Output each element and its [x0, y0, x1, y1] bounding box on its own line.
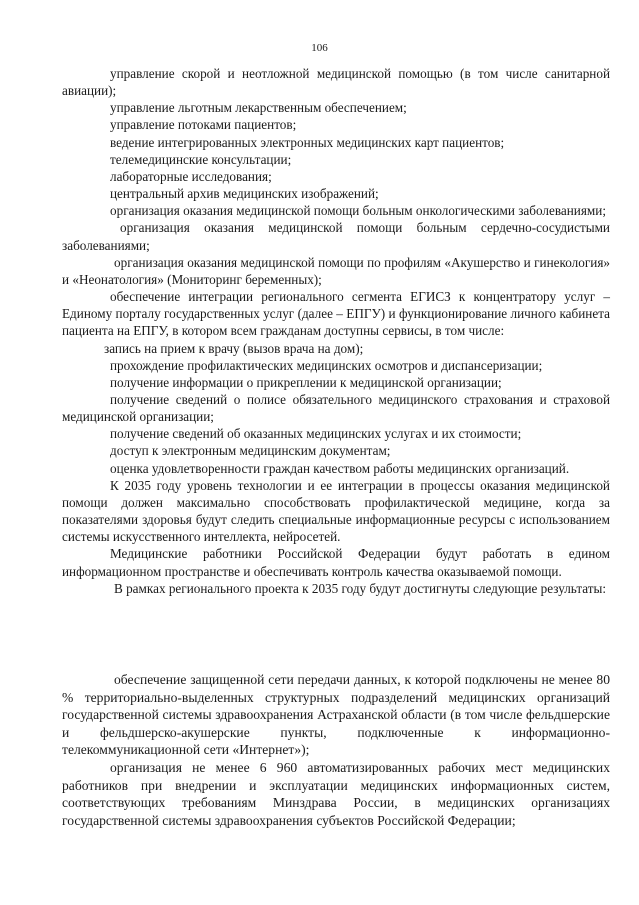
paragraph: управление потоками пациентов;: [110, 117, 297, 133]
paragraph: организация не менее 6 960 автоматизированных рабочих мест медицинских работников при внедрении и эксплуатации медицинских информационных систем, соответствующих требованиям Минздрава России, в медицинских организациях государственной системы здравоохранения субъектов Российской Федерации;: [62, 759, 610, 828]
paragraph: лабораторные исследования;: [110, 168, 272, 184]
paragraph: прохождение профилактических медицинских осмотров и диспансеризации;: [110, 357, 543, 373]
document-body-continued: [62, 671, 610, 829]
paragraph: организация оказания медицинской помощи по профилям «Акушерство и гинекология» и «Неонатология» (Мониторинг беременных);: [62, 254, 610, 287]
paragraph: доступ к электронным медицинским документам;: [110, 443, 391, 459]
paragraph: организация оказания медицинской помощи больным сердечно-сосудистыми заболеваниями;: [62, 220, 610, 253]
paragraph: организация оказания медицинской помощи больным онкологическими заболеваниями;: [110, 203, 606, 219]
paragraph: центральный архив медицинских изображений;: [110, 186, 379, 202]
paragraph: К 2035 году уровень технологии и ее интеграции в процессы оказания медицинской помощи должен максимально способствовать профилактической медицине, когда за показателями здоровья будут следить специальные информационные ресурсы с использованием системы искусственного интеллекта, нейросетей.: [62, 477, 610, 545]
paragraph: Медицинские работники Российской Федерации будут работать в едином информационном пространстве и обеспечивать контроль качества оказываемой помощи.: [62, 546, 610, 579]
paragraph: запись на прием к врачу (вызов врача на дом);: [104, 340, 364, 356]
paragraph: обеспечение защищенной сети передачи данных, к которой подключены не менее 80 % территориально-выделенных структурных подразделений медицинских организаций государственной системы здравоохранения Астраханской области (в том числе фельдшерские и фельдшерско-акушерские пункты, подключенные к информационно-телекоммуникационной сети «Интернет»);: [62, 672, 610, 758]
paragraph: управление льготным лекарственным обеспечением;: [110, 100, 407, 116]
paragraph: получение сведений о полисе обязательного медицинского страхования и страховой медицинской организации;: [62, 391, 610, 425]
document-body: [62, 65, 610, 597]
paragraph: телемедицинские консультации;: [110, 151, 292, 167]
page-number: 106: [311, 42, 328, 54]
paragraph: оценка удовлетворенности граждан качеством работы медицинских организаций.: [110, 460, 570, 476]
paragraph: получение информации о прикреплении к медицинской организации;: [110, 374, 502, 390]
paragraph: получение сведений об оказанных медицинских услугах и их стоимости;: [110, 426, 522, 442]
paragraph: управление скорой и неотложной медицинской помощью (в том числе санитарной авиации);: [62, 66, 610, 99]
paragraph: ведение интегрированных электронных медицинских карт пациентов;: [110, 134, 505, 150]
paragraph: обеспечение интеграции регионального сегмента ЕГИСЗ к концентратору услуг – Единому порталу государственных услуг (далее – ЕПГУ) и функционирование личного кабинета пациента на ЕПГУ, в котором всем гражданам доступны сервисы, в том числе:: [62, 289, 610, 339]
paragraph: В рамках регионального проекта к 2035 году будут достигнуты следующие результаты:: [114, 580, 607, 596]
